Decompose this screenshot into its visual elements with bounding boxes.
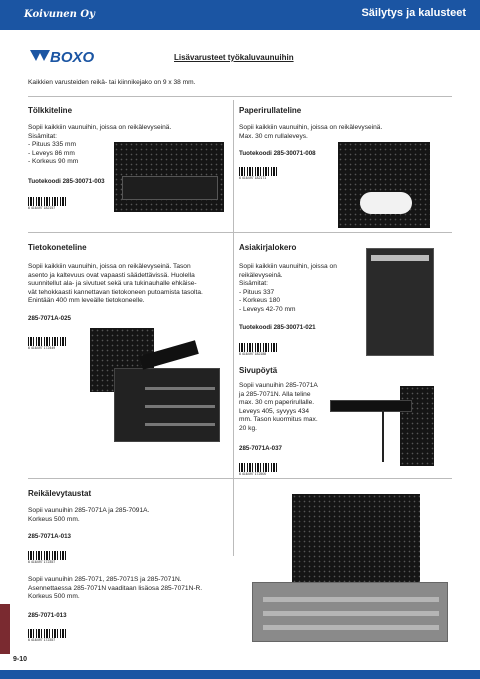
drawer	[263, 625, 439, 630]
side-table-photo	[400, 386, 434, 466]
can-holder-photo	[114, 142, 224, 212]
barcode	[239, 338, 279, 356]
grey-cabinet-image	[252, 582, 448, 642]
paperirullateline-text	[239, 124, 439, 141]
section-title-reikalevytaustat: Reikälevytaustat	[28, 489, 92, 498]
section-title-paperirullateline: Paperirullateline	[239, 106, 302, 115]
text-line: - Korkeus 90 mm	[28, 158, 79, 165]
section-title-asiakirjalokero: Asiakirjalokero	[239, 243, 297, 252]
barcode	[239, 458, 279, 476]
barcode-bars	[239, 167, 279, 176]
barcode-bars	[239, 463, 279, 472]
text-line: Enintään 400 mm leveälle tietokoneelle.	[28, 297, 145, 304]
product-code: Tuotekoodi 285-30071-021	[239, 324, 316, 331]
barcode-bars	[239, 343, 279, 352]
text-line: - Pituus 335 mm	[28, 141, 77, 148]
text-line: - Pituus 337	[239, 288, 275, 296]
boxo-logo	[28, 47, 114, 65]
page-number: 9-10	[13, 656, 28, 663]
barcode	[28, 546, 68, 564]
barcode	[28, 192, 68, 210]
sivupoyta-text	[239, 382, 335, 433]
text-line: Sopii kaikkiin vaunuihin, joissa on reikälevyseinä. Tason	[28, 263, 191, 270]
text-line: Max. 30 cm rullaleveys.	[239, 132, 308, 140]
reikalevytaustat-text-a	[28, 507, 248, 524]
barcode-number: 6 416497 172357	[28, 638, 56, 642]
barcode-number: 6 416497 182188	[239, 352, 267, 356]
divider	[28, 232, 452, 233]
drawer	[263, 597, 439, 602]
text-line: Korkeus 500 mm.	[28, 515, 80, 523]
text-line: Sopii vaunuihin 285-7071A ja 285-7091A.	[28, 507, 150, 514]
barcode-number: 6 416497 182171	[239, 176, 267, 180]
product-code: 285-7071A-025	[28, 315, 72, 322]
text-line: Sopii vaunuihin 285-7071, 285-7071S ja 285-7071N.	[28, 576, 182, 583]
barcode-bars	[28, 629, 68, 638]
intro-text: Kaikkien varusteiden reikä- tai kiinnikejako on 9 x 38 mm.	[28, 79, 196, 86]
barcode-number: 6 416497 172500	[239, 472, 267, 476]
divider	[28, 478, 452, 479]
text-line: 20 kg.	[239, 424, 257, 432]
can-holder-tray	[122, 176, 218, 200]
side-tab	[0, 604, 10, 654]
text-line: Asennettaessa 285-7071N vaaditaan lisäosa 285-7071N-R.	[28, 584, 203, 592]
text-line: mm. Tason kuormitus max.	[239, 416, 318, 423]
pegboard-photo	[292, 494, 420, 582]
text-line: suunnitellut ala- ja sivutuet sekä ura tukinauhalle ehkäise-	[28, 280, 197, 287]
section-title-sivupoyta: Sivupöytä	[239, 366, 278, 375]
tool-cabinet-image	[114, 368, 220, 442]
product-code: Tuotekoodi 285-30071-003	[28, 178, 105, 185]
divider	[28, 96, 452, 97]
text-line: Korkeus 500 mm.	[28, 593, 80, 600]
text-line: - Leveys 86 mm	[28, 149, 75, 157]
side-table-top	[330, 400, 412, 412]
barcode-bars	[28, 197, 68, 206]
product-code: Tuotekoodi 285-30071-008	[239, 150, 316, 157]
text-line: Sisämitat:	[239, 280, 268, 287]
reikalevytaustat-text-b	[28, 576, 268, 602]
barcode-bars	[28, 337, 68, 346]
tietokoneteline-text	[28, 263, 228, 306]
text-line: asento ja kaltevuus ovat vapaasti säädettävissä. Huolella	[28, 271, 195, 279]
drawer	[145, 387, 215, 390]
barcode-bars	[28, 551, 68, 560]
header-title: Säilytys ja kalusteet	[361, 7, 466, 19]
section-title-tietokoneteline: Tietokoneteline	[28, 243, 87, 252]
paper-roll	[360, 192, 412, 214]
text-line: Sopii kaikkiin vaunuihin, joissa on	[239, 263, 337, 270]
barcode	[239, 162, 279, 180]
product-code: 285-7071A-013	[28, 533, 72, 540]
company-logo: Koivunen Oy	[24, 9, 95, 20]
text-line: ja 285-7071N. Alla teline	[239, 390, 311, 398]
drawer	[263, 611, 439, 616]
text-line: Sisämitat:	[28, 132, 57, 140]
text-line: Sopii kaikkiin vaunuihin, joissa on reikälevyseinä.	[239, 124, 383, 131]
product-code: 285-7071A-037	[239, 445, 283, 452]
text-line: vät tehokkaasti kannettavan tietokoneen putoamista tasolta.	[28, 288, 203, 296]
column-divider	[233, 100, 234, 556]
barcode-number: 6 416497 182157	[28, 206, 56, 210]
product-code: 285-7071-013	[28, 612, 67, 619]
side-table-leg	[382, 410, 384, 462]
text-line: Sopii vaunuihin 285-7071A	[239, 382, 318, 389]
barcode-number: 6 416497 172357	[28, 560, 56, 564]
text-line: reikälevyseinä.	[239, 271, 283, 279]
text-line: - Korkeus 180	[239, 297, 281, 304]
text-line: max. 30 cm paperirullalle.	[239, 399, 315, 406]
barcode	[28, 624, 68, 642]
text-line: Sopii kaikkiin vaunuihin, joissa on reikälevyseinä.	[28, 124, 172, 131]
text-line: - Leveys 42-70 mm	[239, 305, 296, 313]
drawer	[145, 405, 215, 408]
asiakirjalokero-text	[239, 263, 359, 314]
document-holder-photo	[366, 248, 434, 356]
holder-rim	[371, 255, 429, 261]
barcode-number: 6 416497 172449	[28, 346, 56, 350]
text-line: Leveys 405, syvyys 434	[239, 407, 310, 415]
paper-roll-holder-photo	[338, 142, 430, 228]
brand-text: BOXO	[50, 49, 95, 65]
barcode	[28, 332, 68, 350]
drawer	[145, 423, 215, 426]
page-heading: Lisävarusteet työkaluvaunuihin	[174, 53, 294, 62]
footer-bar	[0, 670, 480, 679]
section-title-tolkkiteline: Tölkkiteline	[28, 106, 73, 115]
